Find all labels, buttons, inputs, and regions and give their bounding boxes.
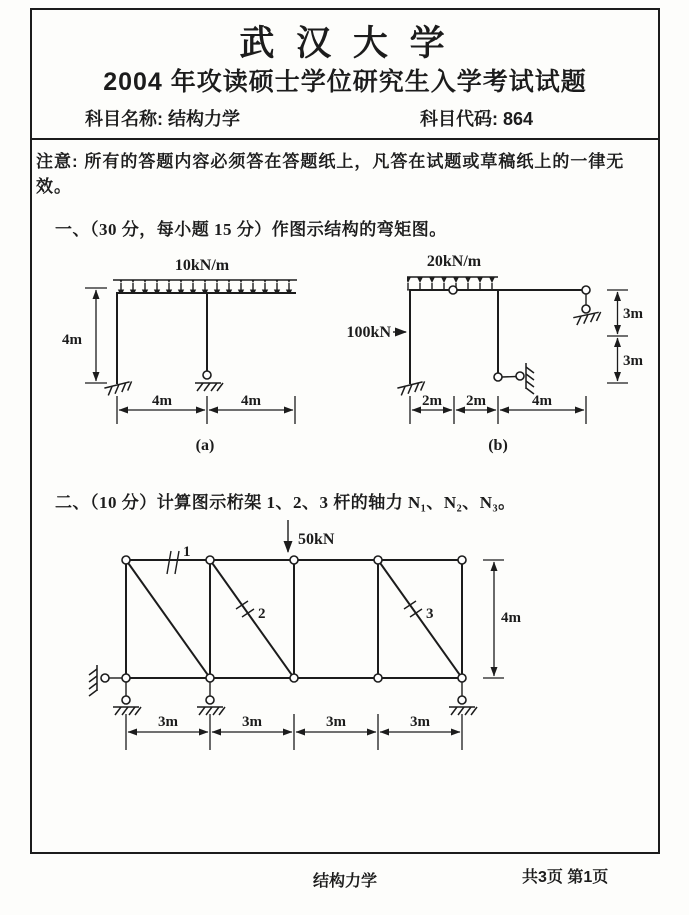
dim-b-3m-bottom-label: 3m <box>623 353 643 369</box>
subject-name-row <box>85 105 240 131</box>
member-3-label: 3 <box>426 606 434 622</box>
truss-load-50kN <box>288 520 335 552</box>
hinge-b-beam <box>449 286 457 294</box>
subject-code-value: 864 <box>503 109 534 129</box>
member-2-label: 2 <box>258 606 266 622</box>
support-b-middle-link <box>494 363 534 394</box>
truss-support-bottom-2 <box>197 682 225 715</box>
load-label-b: 20kN/m <box>426 253 482 270</box>
dim-truss-height-label: 4m <box>501 610 521 626</box>
dim-a-height-label: 4m <box>62 332 82 348</box>
hinge-a-middle-support <box>203 371 211 379</box>
dim-truss-3m-1: 3m <box>158 714 178 730</box>
diagram-truss <box>60 514 540 774</box>
subject-code-row <box>420 105 533 131</box>
dim-a-height <box>62 288 107 383</box>
frame-b-members <box>410 290 586 383</box>
exam-title: 2004 年攻读硕士学位研究生入学考试试题 <box>103 68 587 96</box>
diagram-a-frame <box>55 244 335 464</box>
notice-text: 注意: 所有的答题内容必须答在答题纸上，凡答在试题或草稿纸上的一律无效。 <box>36 152 625 196</box>
footer-subject: 结构力学 <box>312 873 377 890</box>
member-1-label: 1 <box>183 544 191 560</box>
university-title: 武 汉 大 学 <box>239 24 451 63</box>
header-separator <box>30 138 658 140</box>
dim-a-spans <box>117 393 295 424</box>
dim-truss-height <box>483 560 522 678</box>
truss-load-label: 50kN <box>298 531 335 548</box>
caption-b: (b) <box>488 437 508 454</box>
truss-support-bottom-right <box>449 682 477 715</box>
load-label-a: 10kN/m <box>174 257 230 274</box>
truss-support-bottom-1 <box>113 682 141 715</box>
dim-truss-3m-2: 3m <box>242 714 262 730</box>
question-2-text: 二、（10 分）计算图示桁架 1、2、3 杆的轴力 N₁、N₂、N₃。 <box>55 493 516 512</box>
support-b-right-link <box>573 286 602 326</box>
dim-b-heights <box>607 290 644 383</box>
dim-b-spans <box>410 393 586 424</box>
dim-truss-3m-3: 3m <box>326 714 346 730</box>
caption-a: (a) <box>195 437 215 454</box>
dim-a-span-right-label: 4m <box>241 393 261 409</box>
dim-b-2m-2-label: 2m <box>466 393 486 409</box>
support-a-left <box>104 381 133 396</box>
dim-b-2m-1-label: 2m <box>422 393 442 409</box>
subject-name-label: 科目名称: <box>85 109 163 129</box>
dim-b-4m-label: 4m <box>532 393 552 409</box>
support-a-middle <box>195 383 223 391</box>
diagram-b-frame <box>330 244 680 464</box>
truss-members <box>126 560 462 678</box>
force-label-b: 100kN <box>346 324 391 341</box>
dim-truss-panels <box>126 714 462 750</box>
dim-truss-3m-4: 3m <box>410 714 430 730</box>
question-1-text: 一、（30 分，每小题 15 分）作图示结构的弯矩图。 <box>55 220 447 239</box>
dim-b-3m-top-label: 3m <box>623 306 643 322</box>
footer-page-info: 共3页 第1页 <box>522 869 609 886</box>
subject-name-value: 结构力学 <box>168 109 241 129</box>
frame-a-members <box>117 293 295 383</box>
dim-a-span-left-label: 4m <box>152 393 172 409</box>
distributed-load-a <box>113 280 297 294</box>
force-100kN <box>347 324 406 341</box>
subject-code-label: 科目代码: <box>420 109 498 129</box>
truss-support-left-wall <box>89 665 122 696</box>
